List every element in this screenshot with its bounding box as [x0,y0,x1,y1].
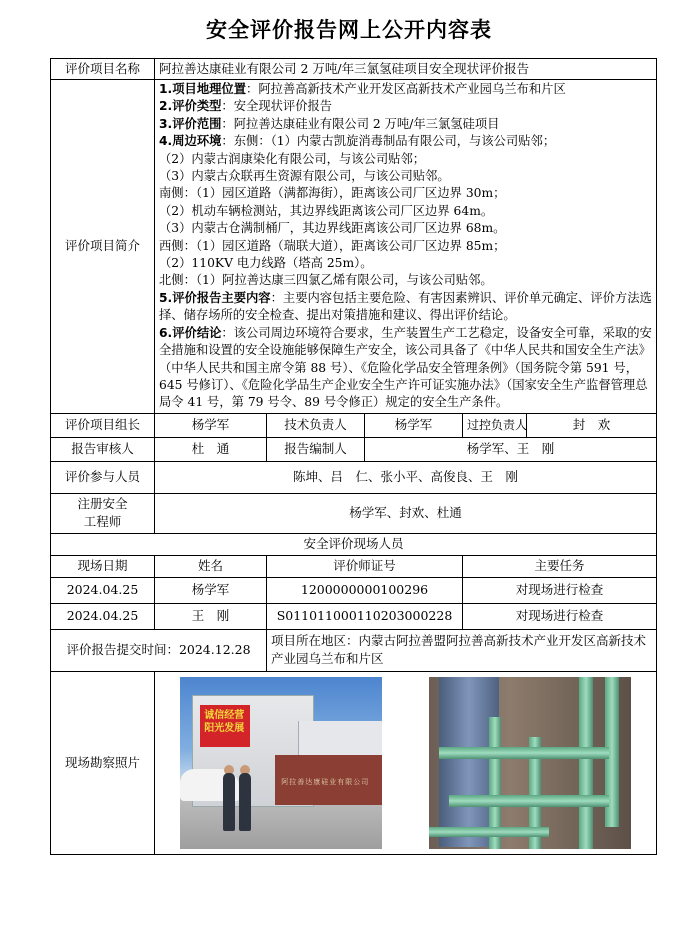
engineer-label-line-1: 注册安全 [77,496,128,512]
engineer-label-line-2: 工程师 [83,514,122,530]
environment-line: （2）110KV 电力线路（塔高 25m）。 [159,256,373,271]
site-date: 2024.04.25 [51,577,155,603]
slogan-sign: 诚信经营 阳光发展 [200,705,250,747]
site-header-name: 姓名 [155,555,267,577]
intro-label: 评价项目简介 [51,80,155,414]
site-name: 杨学军 [155,577,267,603]
engineer-value: 杨学军、封欢、杜通 [155,493,657,533]
content-text: ：主要内容包括主要危险、有害因素辨识、评价单元确定、评价方法选择、储存场所的安全检查、提出对策措施和建议、得出评价结论。 [159,290,652,323]
environment-heading: 4.周边环境 [159,134,222,149]
table-row [51,577,657,603]
members-value: 陈坤、吕 仁、张小平、高俊良、王 刚 [155,461,657,493]
site-header-task: 主要任务 [463,555,657,577]
photos-cell [155,671,657,854]
environment-line: ：东侧：（1）内蒙古凯旋消毒制品有限公司，与该公司贴邻； [221,134,556,149]
photos-label: 现场勘察照片 [51,671,155,854]
site-section-title: 安全评价现场人员 [51,533,657,555]
members-label: 评价参与人员 [51,461,155,493]
environment-line: （3）内蒙古众联再生资源有限公司，与该公司贴邻。 [159,169,450,184]
writer-value: 杨学军、王 刚 [365,437,657,461]
site-name: 王 刚 [155,603,267,629]
company-wall-sign: 阿拉善达康硅业有限公司 [281,777,370,786]
conclusion-heading: 6.评价结论 [159,325,222,340]
disclosure-table [50,58,657,855]
site-cert: 1200000000100296 [267,577,463,603]
project-name-value: 阿拉善达康硅业有限公司 2 万吨/年三氯氢硅项目安全现状评价报告 [155,59,657,80]
project-location: 项目所在地区：内蒙古阿拉善盟阿拉善高新技术产业开发区高新技术产业园乌兰布和片区 [267,629,657,671]
table-row [51,603,657,629]
location-heading: 1.项目地理位置 [159,82,247,96]
engineer-label [51,493,155,533]
leader-label: 评价项目组长 [51,413,155,437]
environment-line: 北侧：（1）阿拉善达康三四氯乙烯有限公司，与该公司贴邻。 [159,273,493,288]
page-title: 安全评价报告网上公开内容表 [206,18,492,42]
reviewer-value: 杜 通 [155,437,267,461]
environment-line: 南侧：（1）园区道路（满都海街），距离该公司厂区边界 30m； [159,186,506,201]
process-lead-value: 封 欢 [527,413,657,437]
location-text: ：阿拉善高新技术产业开发区高新技术产业园乌兰布和片区 [246,82,566,96]
site-date: 2024.04.25 [51,603,155,629]
tech-lead-label: 技术负责人 [267,413,365,437]
leader-value: 杨学军 [155,413,267,437]
project-name-label: 评价项目名称 [51,59,155,80]
intro-content [155,80,657,414]
type-text: ：安全现状评价报告 [221,99,333,114]
writer-label: 报告编制人 [267,437,365,461]
site-header-cert: 评价师证号 [267,555,463,577]
conclusion-text: ：该公司周边环境符合要求，生产装置生产工艺稳定，设备安全可靠，采取的安全措施和设置的安全设施能够保障生产安全，该公司具备了《中华人民共和国安全生产法》（中华人民共和国主席令第 88 号）、《危险化学品安全管理条例》（国务院令第 591 号，645 号修订）、《危险化学品生产企业安全生产许可证实施办法》（国家安全生产监督管理总局令 41 号，第 79 号令、89 号令修正）规定的安全生产条件。 [159,325,652,410]
content-heading: 5.评价报告主要内容 [159,290,271,305]
tech-lead-value: 杨学军 [365,413,463,437]
environment-line: 西侧：（1）园区道路（瑞联大道），距离该公司厂区边界 85m； [159,238,506,253]
type-heading: 2.评价类型 [159,99,222,114]
environment-line: （3）内蒙古仓满制桶厂，其边界线距离该公司厂区边界 68m。 [159,221,506,236]
submit-date: 评价报告提交时间：2024.12.28 [51,629,267,671]
site-header-date: 现场日期 [51,555,155,577]
environment-line: （2）内蒙古润康染化有限公司，与该公司贴邻； [159,151,426,166]
scope-text: ：阿拉善达康硅业有限公司 2 万吨/年三氯氢硅项目 [221,116,500,131]
site-cert: S011011000110203000228 [267,603,463,629]
process-lead-label: 过控负责人 [463,413,527,437]
scope-heading: 3.评价范围 [159,116,222,131]
site-task: 对现场进行检查 [463,603,657,629]
environment-line: （2）机动车辆检测站，其边界线距离该公司厂区边界 64m。 [159,203,494,218]
site-photo-building [180,677,382,849]
reviewer-label: 报告审核人 [51,437,155,461]
site-photo-pipes [429,677,631,849]
site-task: 对现场进行检查 [463,577,657,603]
